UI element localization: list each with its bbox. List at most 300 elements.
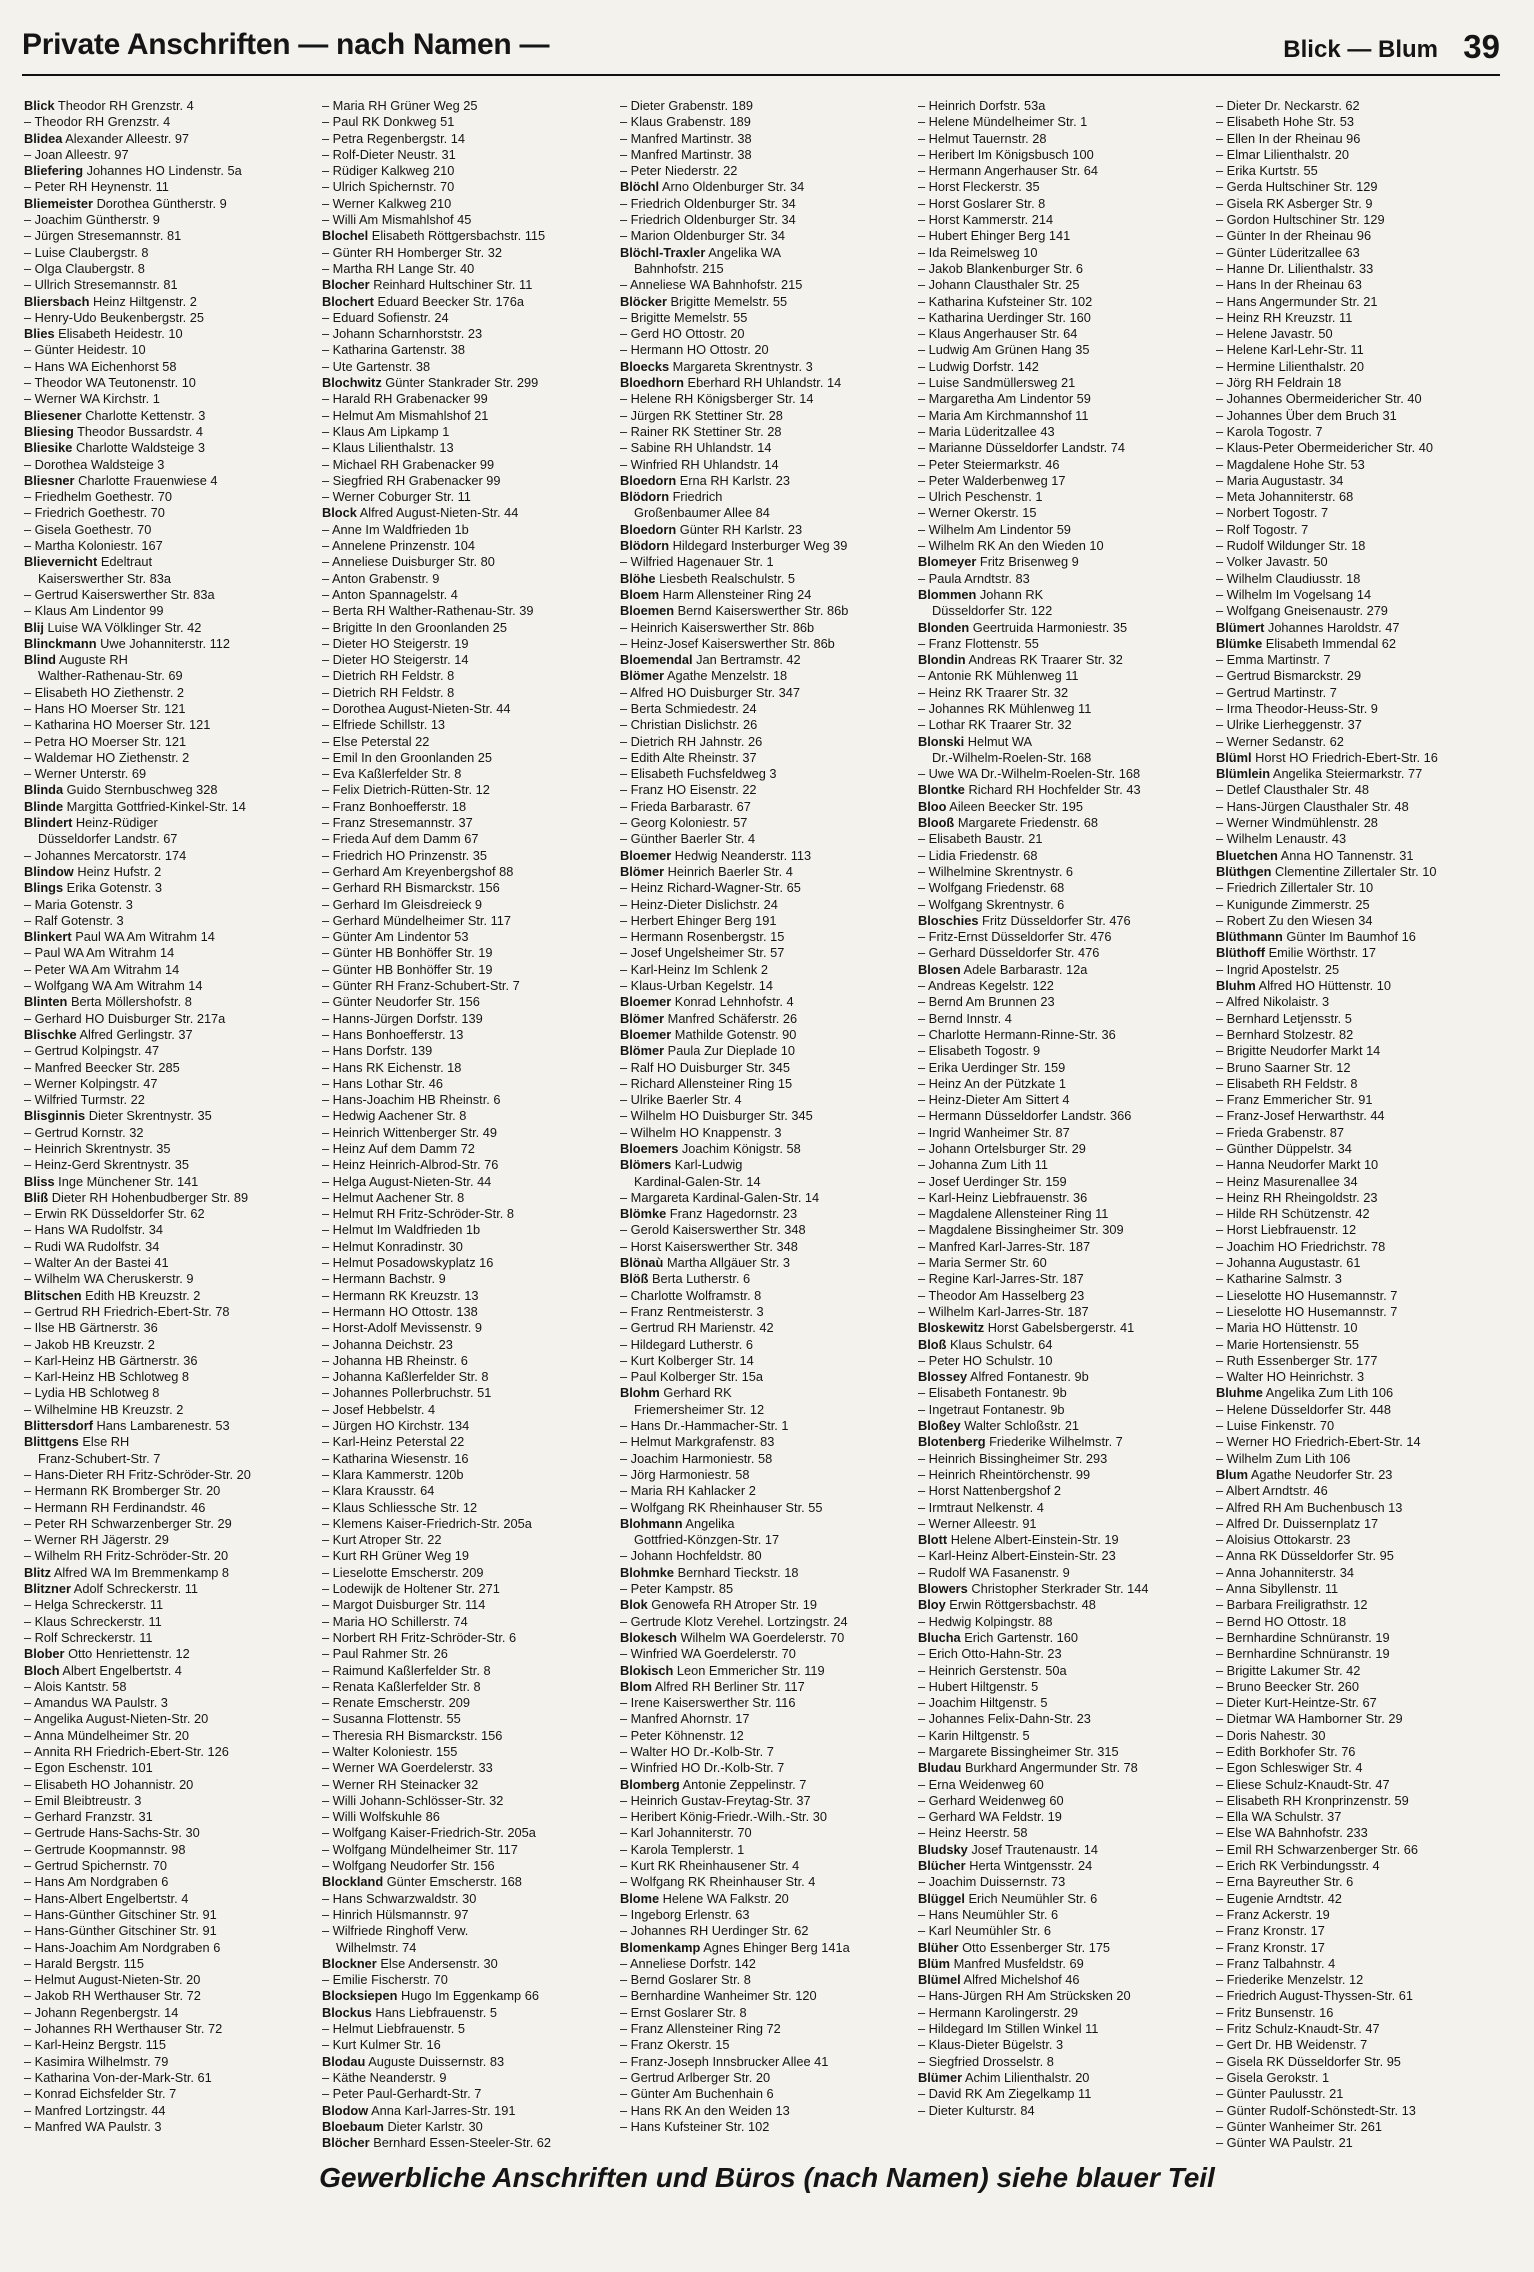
entry-text: – Hans Schwarzwaldstr. 30 — [322, 1890, 477, 1906]
entry-text: – Dieter HO Steigerstr. 19 — [322, 635, 469, 651]
directory-entry — [918, 603, 1203, 619]
entry-text: – Gertrude Hans-Sachs-Str. 30 — [24, 1825, 200, 1841]
surname: Bloschies — [918, 912, 979, 928]
entry-text: – Jakob HB Kreuzstr. 2 — [24, 1336, 155, 1352]
surname: Blinten — [24, 994, 68, 1010]
directory-entry — [918, 1288, 1203, 1304]
directory-entry — [24, 391, 309, 407]
surname: Blonden — [918, 619, 970, 635]
surname: Blinckmann — [24, 635, 97, 651]
entry-text: Charlotte Frauenwiese 4 — [78, 472, 218, 488]
directory-entry — [322, 1972, 607, 1988]
entry-text: – Wilhelm RH Fritz-Schröder-Str. 20 — [24, 1548, 229, 1564]
directory-entry — [1216, 717, 1501, 733]
surname: Bliemeister — [24, 195, 93, 211]
entry-text: – Heinz Heerstr. 58 — [918, 1825, 1028, 1841]
directory-entry — [620, 962, 905, 978]
entry-text: – Karin Hiltgenstr. 5 — [918, 1727, 1030, 1743]
directory-entry — [322, 554, 607, 570]
directory-entry — [1216, 326, 1501, 342]
directory-entry — [620, 799, 905, 815]
entry-text: – Gertrud Martinstr. 7 — [1216, 684, 1337, 700]
surname: Bloemer — [620, 1026, 672, 1042]
entry-text: Kardinal-Galen-Str. 14 — [634, 1173, 761, 1189]
directory-entry — [620, 2086, 905, 2102]
entry-text: Margarete Friedenstr. 68 — [957, 815, 1098, 831]
directory-entry — [620, 1907, 905, 1923]
directory-entry — [322, 880, 607, 896]
entry-text: – Manfred Karl-Jarres-Str. 187 — [918, 1238, 1091, 1254]
entry-text: – Werner Okerstr. 15 — [918, 505, 1037, 521]
entry-text: – Hans-Jürgen Clausthaler Str. 48 — [1216, 798, 1409, 814]
entry-text: – Katharina HO Moerser Str. 121 — [24, 717, 211, 733]
entry-text: – Elisabeth Hohe Str. 53 — [1216, 114, 1355, 130]
directory-entry — [918, 163, 1203, 179]
entry-text: – Jakob RH Werthauser Str. 72 — [24, 1988, 201, 2004]
directory-entry — [620, 245, 905, 261]
directory-entry — [1216, 1663, 1501, 1679]
directory-entry — [322, 1630, 607, 1646]
entry-text: – Kasimira Wilhelmstr. 79 — [24, 2053, 169, 2069]
directory-entry — [24, 114, 309, 130]
entry-text: – Dietrich RH Jahnstr. 26 — [620, 733, 763, 749]
entry-text: – Hans RK An den Weiden 13 — [620, 2102, 790, 2118]
entry-text: – Eugenie Arndtstr. 42 — [1216, 1890, 1342, 1906]
entry-text: Albert Engelbertstr. 4 — [62, 1662, 182, 1678]
surname: Blomenkamp — [620, 1939, 701, 1955]
directory-entry — [918, 424, 1203, 440]
entry-text: – Peter WA Am Witrahm 14 — [24, 961, 180, 977]
directory-entry — [322, 1891, 607, 1907]
directory-entry — [322, 1793, 607, 1809]
directory-entry — [24, 2119, 309, 2135]
directory-entry — [1216, 261, 1501, 277]
directory-entry — [1216, 1043, 1501, 1059]
directory-entry — [620, 1663, 905, 1679]
directory-entry — [24, 1793, 309, 1809]
entry-text: Elisabeth Röttgersbachstr. 115 — [371, 228, 546, 244]
directory-column-5 — [1216, 98, 1501, 2151]
directory-entry — [24, 1434, 309, 1450]
entry-text: – Ellen In der Rheinau 96 — [1216, 130, 1361, 146]
entry-text: – Else WA Bahnhofstr. 233 — [1216, 1825, 1368, 1841]
directory-entry — [620, 1304, 905, 1320]
directory-entry — [1216, 913, 1501, 929]
surname: Blott — [918, 1532, 948, 1548]
directory-entry — [918, 554, 1203, 570]
entry-text: – Luise Finkenstr. 70 — [1216, 1418, 1335, 1434]
directory-column-2 — [322, 98, 607, 2151]
directory-entry — [1216, 945, 1501, 961]
entry-text: – Manfred Lortzingstr. 44 — [24, 2102, 166, 2118]
entry-text: – Günter Paulusstr. 21 — [1216, 2086, 1344, 2102]
entry-text: – Klaus-Peter Obermeidericher Str. 40 — [1216, 440, 1433, 456]
directory-entry — [322, 2005, 607, 2021]
entry-text: – Helene RH Königsberger Str. 14 — [620, 391, 814, 407]
entry-text: – Bernhardine Schnüranstr. 19 — [1216, 1629, 1390, 1645]
entry-text: – Hans Lothar Str. 46 — [322, 1075, 443, 1091]
directory-entry — [24, 1320, 309, 1336]
directory-entry — [620, 342, 905, 358]
directory-entry — [918, 1043, 1203, 1059]
entry-text: – Karl-Heinz Peterstal 22 — [322, 1434, 465, 1450]
entry-text: – Johannes Obermeidericher Str. 40 — [1216, 391, 1422, 407]
directory-entry — [918, 408, 1203, 424]
entry-text: Berta Möllershofstr. 8 — [70, 994, 192, 1010]
directory-entry — [1216, 1858, 1501, 1874]
directory-entry — [918, 212, 1203, 228]
directory-entry — [1216, 114, 1501, 130]
entry-text: Richard RH Hochfelder Str. 43 — [968, 782, 1141, 798]
directory-entry — [620, 1011, 905, 1027]
entry-text: – Friedrich Goethestr. 70 — [24, 505, 165, 521]
entry-text: – Hubert Hiltgenstr. 5 — [918, 1678, 1039, 1694]
entry-text: Bahnhofstr. 215 — [634, 260, 724, 276]
directory-entry — [918, 473, 1203, 489]
entry-text: – Werner Windmühlenstr. 28 — [1216, 815, 1378, 831]
entry-text: – Ulrike Lierheggenstr. 37 — [1216, 717, 1362, 733]
directory-entry — [620, 1222, 905, 1238]
entry-text: Anna HO Tannenstr. 31 — [1280, 847, 1414, 863]
entry-text: – Lieselotte Emscherstr. 209 — [322, 1564, 484, 1580]
directory-entry — [322, 1190, 607, 1206]
directory-entry — [918, 1874, 1203, 1890]
directory-entry — [24, 1760, 309, 1776]
directory-entry — [918, 391, 1203, 407]
directory-entry — [620, 1174, 905, 1190]
directory-entry — [918, 538, 1203, 554]
directory-entry — [918, 1402, 1203, 1418]
directory-entry — [1216, 342, 1501, 358]
directory-entry — [322, 342, 607, 358]
entry-text: Alfred HO Hüttenstr. 10 — [1258, 978, 1391, 994]
directory-entry — [1216, 1206, 1501, 1222]
directory-entry — [620, 1891, 905, 1907]
entry-text: – Anna Mündelheimer Str. 20 — [24, 1727, 190, 1743]
directory-entry — [24, 1516, 309, 1532]
entry-text: – Gisela RK Düsseldorfer Str. 95 — [1216, 2053, 1401, 2069]
entry-text: – Johannes RK Mühlenweg 11 — [918, 700, 1092, 716]
directory-entry — [620, 620, 905, 636]
directory-entry — [1216, 1076, 1501, 1092]
entry-text: – Peter HO Schulstr. 10 — [918, 1352, 1053, 1368]
entry-text: – Winfried RH Uhlandstr. 14 — [620, 456, 779, 472]
page-header — [22, 22, 1500, 76]
directory-entry — [322, 1516, 607, 1532]
directory-entry — [1216, 2021, 1501, 2037]
directory-entry — [24, 261, 309, 277]
entry-text: Eduard Beecker Str. 176a — [377, 293, 525, 309]
directory-entry — [322, 897, 607, 913]
entry-text: – Winfried HO Dr.-Kolb-Str. 7 — [620, 1760, 785, 1776]
directory-entry — [1216, 1353, 1501, 1369]
directory-entry — [1216, 1760, 1501, 1776]
entry-text: Kaiserswerther Str. 83a — [38, 570, 172, 586]
entry-text: – Bernd Am Brunnen 23 — [918, 994, 1055, 1010]
directory-entry — [322, 782, 607, 798]
directory-entry — [322, 945, 607, 961]
directory-entry — [918, 815, 1203, 831]
directory-entry — [24, 1842, 309, 1858]
directory-entry — [24, 1174, 309, 1190]
entry-text: – Friedrich Oldenburger Str. 34 — [620, 195, 796, 211]
entry-text: Bernd Kaiserswerther Str. 86b — [677, 603, 849, 619]
entry-text: – Ilse HB Gärtnerstr. 36 — [24, 1320, 158, 1336]
directory-entry — [1216, 1597, 1501, 1613]
directory-entry — [1216, 212, 1501, 228]
entry-text: – Gertrud RH Friedrich-Ebert-Str. 78 — [24, 1303, 230, 1319]
directory-entry — [24, 1141, 309, 1157]
surname: Blödorn — [620, 538, 670, 554]
entry-text: – Amandus WA Paulstr. 3 — [24, 1695, 168, 1711]
directory-entry — [620, 1043, 905, 1059]
directory-entry — [24, 994, 309, 1010]
entry-text: – Hans-Jürgen RH Am Strücksken 20 — [918, 1988, 1131, 2004]
entry-text: – Wilhelmine Skrentnystr. 6 — [918, 863, 1074, 879]
surname: Blöchl-Traxler — [620, 244, 706, 260]
directory-entry — [620, 1548, 905, 1564]
directory-entry — [322, 114, 607, 130]
entry-text: – Gertrud Arlberger Str. 20 — [620, 2069, 771, 2085]
surname: Blings — [24, 880, 64, 896]
entry-text: – Klara Krausstr. 64 — [322, 1483, 435, 1499]
entry-text: – Magdalene Hohe Str. 53 — [1216, 456, 1365, 472]
entry-text: – Alfred RH Am Buchenbusch 13 — [1216, 1499, 1403, 1515]
entry-text: – Franz-Joseph Innsbrucker Allee 41 — [620, 2053, 829, 2069]
directory-entry — [24, 457, 309, 473]
entry-text: – Helmut Markgrafenstr. 83 — [620, 1434, 775, 1450]
entry-text: – Klaus-Dieter Bügelstr. 3 — [918, 2037, 1064, 2053]
entry-text: Konrad Lehnhofstr. 4 — [674, 994, 794, 1010]
directory-entry — [24, 1565, 309, 1581]
entry-text: – Hans-Günther Gitschiner Str. 91 — [24, 1923, 217, 1939]
entry-text: – Alfred HO Duisburger Str. 347 — [620, 684, 800, 700]
directory-entry — [1216, 1728, 1501, 1744]
entry-text: Margitta Gottfried-Kinkel-Str. 14 — [66, 798, 246, 814]
directory-entry — [918, 1809, 1203, 1825]
entry-text: – Gerhard WA Feldstr. 19 — [918, 1809, 1062, 1825]
directory-entry — [1216, 734, 1501, 750]
entry-text: – Bernhard Stolzestr. 82 — [1216, 1026, 1354, 1042]
entry-text: – Hermann Angerhauser Str. 64 — [918, 163, 1098, 179]
entry-text: – Wilhelm WA Cheruskerstr. 9 — [24, 1271, 194, 1287]
directory-entry — [322, 1988, 607, 2004]
directory-entry — [918, 1092, 1203, 1108]
entry-text: – Wilhelmine HB Kreuzstr. 2 — [24, 1401, 184, 1417]
directory-entry — [322, 587, 607, 603]
entry-text: – Dorothea August-Nieten-Str. 44 — [322, 700, 511, 716]
entry-text: – Günther Düppelstr. 34 — [1216, 1141, 1352, 1156]
entry-text: Auguste Duissernstr. 83 — [368, 2053, 505, 2069]
entry-text: – Gertrud Kaiserswerther Str. 83a — [24, 586, 215, 602]
directory-entry — [24, 1027, 309, 1043]
entry-text: – Johann Regenbergstr. 14 — [24, 2004, 179, 2020]
directory-entry — [24, 1988, 309, 2004]
directory-entry — [1216, 2037, 1501, 2053]
entry-text: – Berta RH Walther-Rathenau-Str. 39 — [322, 603, 534, 619]
entry-text: – Günter Heidestr. 10 — [24, 342, 146, 358]
directory-entry — [24, 864, 309, 880]
entry-text: Friederike Wilhelmstr. 7 — [989, 1434, 1123, 1450]
directory-entry — [24, 1874, 309, 1890]
entry-text: Walter Schloßstr. 21 — [964, 1418, 1079, 1434]
entry-text: – Georg Koloniestr. 57 — [620, 815, 748, 831]
directory-entry — [24, 1467, 309, 1483]
entry-text: – Günter Lüderitzallee 63 — [1216, 244, 1360, 260]
surname: Bludau — [918, 1760, 962, 1776]
surname: Blüm — [918, 1955, 950, 1971]
entry-text: – Fritz Schulz-Knaudt-Str. 47 — [1216, 2021, 1380, 2037]
directory-entry — [24, 1744, 309, 1760]
surname: Blümke — [1216, 635, 1263, 651]
entry-text: Hugo Im Eggenkamp 66 — [400, 1988, 539, 2004]
entry-text: – Heinrich Gustav-Freytag-Str. 37 — [620, 1792, 811, 1808]
entry-text: – Rüdiger Kalkweg 210 — [322, 163, 455, 179]
directory-entry — [918, 864, 1203, 880]
entry-text: – Rolf Togostr. 7 — [1216, 521, 1309, 537]
surname: Blümel — [918, 1972, 961, 1988]
entry-text: – Helmut Tauernstr. 28 — [918, 130, 1047, 146]
entry-text: – Erich Otto-Hahn-Str. 23 — [918, 1646, 1062, 1662]
entry-text: – Günter Neudorfer Str. 156 — [322, 994, 480, 1010]
entry-text: – Karl-Heinz Im Schlenk 2 — [620, 961, 768, 977]
directory-entry — [322, 147, 607, 163]
directory-entry — [322, 98, 607, 114]
entry-text: – Wolfgang Mündelheimer Str. 117 — [322, 1841, 518, 1857]
entry-text: – Wilhelm Lenaustr. 43 — [1216, 831, 1347, 847]
entry-text: Fritz Brisenweg 9 — [979, 554, 1079, 570]
directory-entry — [322, 1043, 607, 1059]
entry-text: Agathe Menzelstr. 18 — [666, 668, 788, 684]
surname: Blondin — [918, 652, 966, 668]
directory-entry — [918, 1434, 1203, 1450]
surname: Blonski — [918, 733, 965, 749]
directory-entry — [322, 2119, 607, 2135]
directory-entry — [322, 1027, 607, 1043]
entry-text: – Heinz An der Pützkate 1 — [918, 1075, 1066, 1091]
directory-entry — [918, 1940, 1203, 1956]
entry-text: – Franz Kronstr. 17 — [1216, 1923, 1325, 1939]
directory-entry — [322, 1076, 607, 1092]
entry-text: Angelika — [685, 1515, 735, 1531]
directory-entry — [24, 342, 309, 358]
entry-text: Günter Emscherstr. 168 — [386, 1874, 522, 1890]
entry-text: Brigitte Memelstr. 55 — [670, 293, 788, 309]
directory-entry — [918, 1711, 1203, 1727]
entry-text: – Frieda Grabenstr. 87 — [1216, 1124, 1345, 1140]
directory-entry — [24, 163, 309, 179]
directory-entry — [1216, 1027, 1501, 1043]
entry-text: Antonie Zeppelinstr. 7 — [682, 1776, 807, 1792]
directory-entry — [1216, 636, 1501, 652]
directory-entry — [1216, 2054, 1501, 2070]
entry-text: Heinrich Baerler Str. 4 — [667, 863, 793, 879]
directory-entry — [620, 1679, 905, 1695]
directory-entry — [322, 1125, 607, 1141]
entry-text: – Hilde RH Schützenstr. 42 — [1216, 1206, 1370, 1222]
directory-entry — [322, 131, 607, 147]
directory-entry — [918, 1581, 1203, 1597]
surname: Blick — [24, 98, 55, 113]
entry-text: – Werner Kalkweg 210 — [322, 195, 452, 211]
entry-text: – Regine Karl-Jarres-Str. 187 — [918, 1271, 1084, 1287]
footer-note: Gewerbliche Anschriften und Büros (nach Namen) siehe blauer Teil — [319, 2162, 1215, 2193]
entry-text: – Alfred Nikolaistr. 3 — [1216, 994, 1330, 1010]
directory-entry — [322, 2086, 607, 2102]
directory-entry — [1216, 962, 1501, 978]
directory-entry — [620, 815, 905, 831]
entry-text: – Karl-Heinz Liebfrauenstr. 36 — [918, 1189, 1088, 1205]
entry-text: – Fritz Bunsenstr. 16 — [1216, 2004, 1334, 2020]
entry-text: – Anne Im Waldfrieden 1b — [322, 521, 469, 537]
entry-text: – Elisabeth Togostr. 9 — [918, 1043, 1041, 1059]
directory-entry — [620, 1353, 905, 1369]
entry-text: – Ingrid Apostelstr. 25 — [1216, 961, 1340, 977]
section-title: Private Anschriften — nach Namen — — [22, 28, 550, 61]
entry-text: – Alois Kantstr. 58 — [24, 1678, 127, 1694]
directory-entry — [24, 1614, 309, 1630]
entry-text: – Hedwig Kolpingstr. 88 — [918, 1613, 1053, 1629]
entry-text: Edeltraut — [100, 554, 153, 570]
entry-text: – Olga Claubergstr. 8 — [24, 260, 145, 276]
directory-entry — [24, 636, 309, 652]
directory-entry — [918, 1728, 1203, 1744]
entry-text: – Gordon Hultschiner Str. 129 — [1216, 212, 1385, 228]
directory-entry — [1216, 831, 1501, 847]
entry-text: Uwe Johanniterstr. 112 — [100, 635, 231, 651]
entry-text: – Paul Rahmer Str. 26 — [322, 1646, 448, 1662]
directory-entry — [24, 554, 309, 570]
surname: Blochel — [322, 228, 369, 244]
entry-text: – Karola Togostr. 7 — [1216, 423, 1323, 439]
directory-entry — [1216, 1548, 1501, 1564]
entry-text: – Hermann HO Ottostr. 20 — [620, 342, 769, 358]
entry-text: – Helmut Konradinstr. 30 — [322, 1238, 463, 1254]
directory-entry — [1216, 163, 1501, 179]
surname: Blotenberg — [918, 1434, 986, 1450]
entry-text: Franz Hagedornstr. 23 — [669, 1206, 798, 1222]
directory-entry — [24, 782, 309, 798]
entry-text: – Margaretha Am Lindentor 59 — [918, 391, 1091, 407]
directory-entry — [24, 1663, 309, 1679]
entry-text: – Elisabeth HO Johannistr. 20 — [24, 1776, 194, 1792]
entry-text: – Bernd HO Ottostr. 18 — [1216, 1613, 1347, 1629]
directory-entry — [1216, 294, 1501, 310]
directory-entry — [620, 734, 905, 750]
directory-entry — [1216, 929, 1501, 945]
entry-text: Inge Münchener Str. 141 — [58, 1173, 199, 1189]
entry-text: – Jürgen Stresemannstr. 81 — [24, 228, 182, 244]
entry-text: – Albert Arndtstr. 46 — [1216, 1483, 1328, 1499]
directory-entry — [1216, 554, 1501, 570]
entry-text: – Elisabeth Fontanestr. 9b — [918, 1385, 1067, 1401]
directory-entry — [1216, 1369, 1501, 1385]
directory-entry — [918, 1353, 1203, 1369]
directory-entry — [24, 1418, 309, 1434]
entry-text: – Hans HO Moerser Str. 121 — [24, 700, 186, 716]
entry-text: – Robert Zu den Wiesen 34 — [1216, 912, 1373, 928]
entry-text: – Wilfried Hagenauer Str. 1 — [620, 554, 774, 570]
entry-text: – Paula Arndtstr. 83 — [918, 570, 1030, 586]
entry-text: Agathe Neudorfer Str. 23 — [1250, 1466, 1393, 1482]
entry-text: – Ida Reimelsweg 10 — [918, 244, 1038, 260]
directory-entry — [24, 1483, 309, 1499]
directory-entry — [24, 962, 309, 978]
surname: Bliesener — [24, 407, 82, 423]
entry-text: – Theresia RH Bismarckstr. 156 — [322, 1727, 503, 1743]
entry-text: Fritz Düsseldorfer Str. 476 — [982, 912, 1131, 928]
entry-text: – Karl Johanniterstr. 70 — [620, 1825, 752, 1841]
